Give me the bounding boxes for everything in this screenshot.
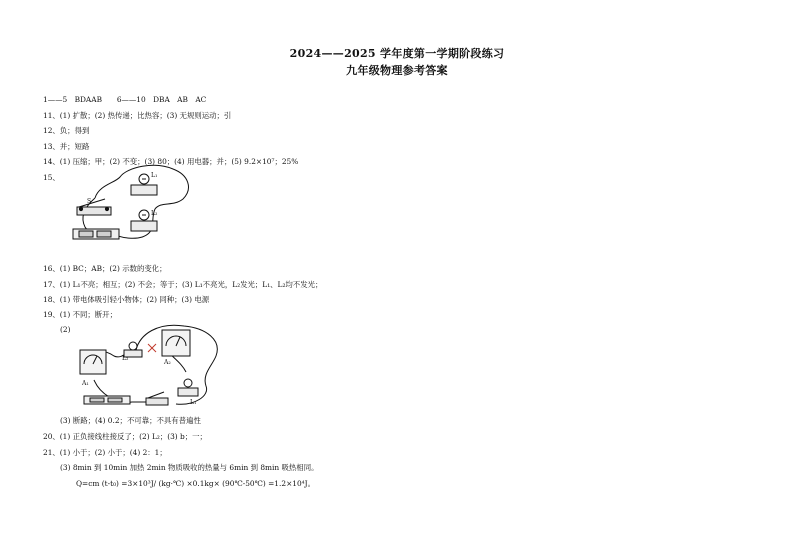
page-title: 2024——2025 学年度第一学期阶段练习 [289,47,505,60]
page-subtitle: 九年级物理参考答案 [346,64,448,77]
label-l1: L₁ [190,399,197,406]
label-l2: L₂ [122,355,129,362]
circuit-diagram-q19 [66,320,244,414]
answer-q19-3: (3) 断路；(4) 0.2；不可靠；不具有普遍性 [60,416,201,425]
answer-q14: 14、(1) 压缩；甲；(2) 不变；(3) 80；(4) 用电器；并；(5) 9.2×10⁷；25% [43,157,299,166]
switch [146,392,168,405]
answer-q21-1: 21、(1) 小于；(2) 小于；(4) 2：1； [43,448,167,457]
correction-mark [148,344,156,352]
answer-q18: 18、(1) 带电体吸引轻小物体；(2) 同种；(3) 电源 [43,295,210,304]
answer-q16: 16、(1) BC；AB；(2) 示数的变化； [43,264,167,273]
battery-box [84,396,130,404]
switch [77,199,111,215]
lamp-l1 [178,379,198,396]
answer-q11: 11、(1) 扩散；(2) 热传递；比热容；(3) 无规则运动；引 [43,111,232,120]
label-a2: A₂ [164,359,171,366]
answer-q19-1: 19、(1) 不同；断开； [43,310,117,319]
label-a1: A₁ [82,380,89,387]
answer-q12: 12、负；得到 [43,126,90,135]
answer-q20: 20、(1) 正负接线柱接反了；(2) L₂；(3) b；一； [43,432,207,441]
label-switch: S [87,198,92,205]
answer-q19-2: (2) [60,325,71,334]
battery-box [73,229,119,239]
label-l2: L₂ [151,210,158,217]
ammeter-a2 [162,330,190,356]
answer-q17: 17、(1) L₁不亮；相互；(2) 不会；等于；(3) L₁不亮光，L₂发光；L₁、L₂均不发光； [43,280,323,289]
answer-q21-formula: Q=cm (t-t₀) =3×10³J/ (kg·℃) ×0.1kg× (90℃-50℃) =1.2×10⁴J。 [76,479,315,488]
answer-q21-3: (3) 8min 到 10min 加热 2min 物质吸收的热量与 6min 到 8min 吸热相同。 [60,463,319,472]
circuit-diagram-q15 [65,163,200,249]
label-l1: L₁ [151,172,158,179]
ammeter-a1 [80,350,106,374]
answer-q13: 13、并；短路 [43,142,90,151]
answer-q15: 15、 [43,173,60,182]
answer-q1-10: 1——5 BDAAB 6——10 DBA AB AC [43,95,207,104]
